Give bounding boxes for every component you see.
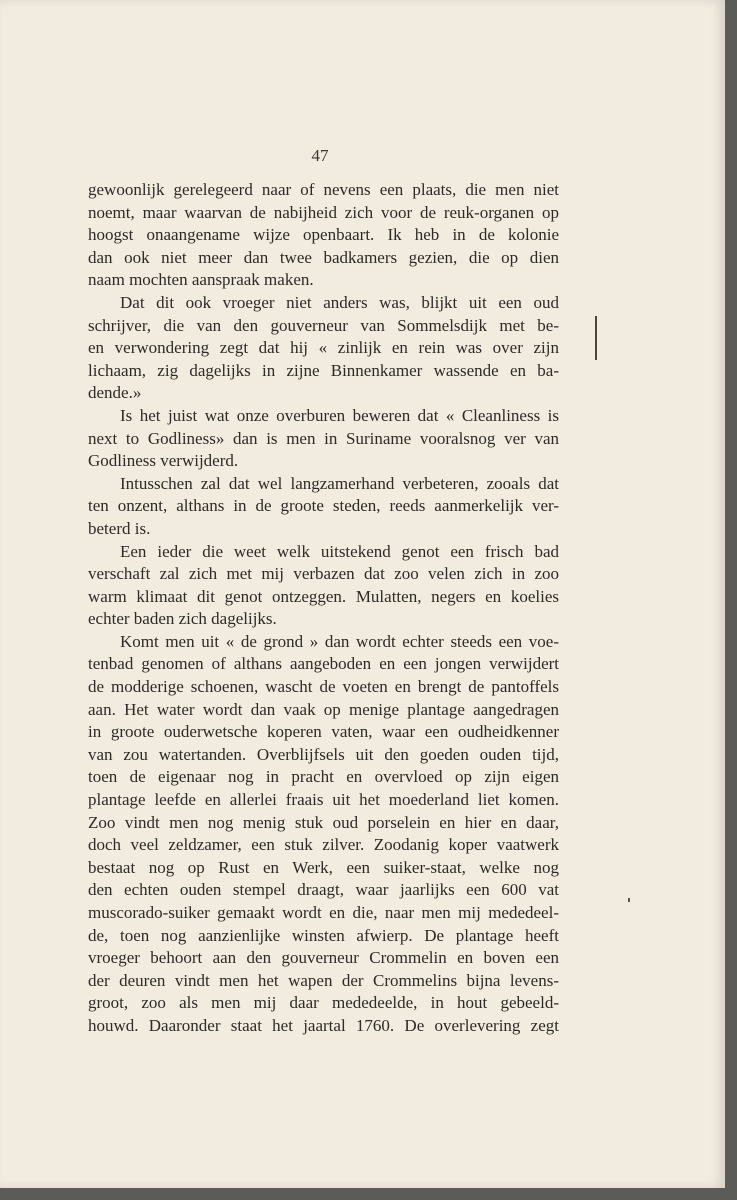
text-line: der deuren vindt men het wapen der Crommelins bijna levens- — [88, 970, 559, 990]
text-line: bestaat nog op Rust en Werk, een suiker-staat, welke nog — [88, 857, 559, 877]
text-line: lichaam, zig dagelijks in zijne Binnenkamer wassende en ba- — [88, 360, 559, 380]
text-line: vroeger behoort aan den gouverneur Crommelin en boven een — [88, 948, 559, 968]
text-line: Komt men uit « de grond » dan wordt echter steeds een voe- — [120, 631, 559, 651]
margin-dot-mark — [628, 898, 630, 902]
text-line: Is het juist wat onze overburen beweren dat « Cleanliness is — [120, 405, 559, 425]
text-line: dan ook niet meer dan twee badkamers gezien, die op dien — [88, 247, 559, 267]
text-line: tenbad genomen of althans aangeboden en een jongen verwijdert — [88, 654, 559, 674]
text-line: hoogst onaangename wijze openbaart. Ik heb in de kolonie — [88, 225, 559, 245]
margin-pencil-mark — [595, 316, 597, 360]
text-line: muscorado-suiker gemaakt wordt en die, naar men mij mededeel- — [88, 903, 559, 922]
text-line: Intusschen zal dat wel langzamerhand verbeteren, zooals dat — [120, 473, 559, 493]
text-line: in groote ouderwetsche koperen vaten, waar een oudheidkenner — [88, 722, 559, 742]
text-line: naam mochten aanspraak maken. — [88, 270, 314, 290]
text-line: doch veel zeldzamer, een stuk zilver. Zoodanig koper vaatwerk — [88, 835, 559, 855]
text-line: dende.» — [88, 383, 142, 403]
text-line: noemt, maar waarvan de nabijheid zich voor de reuk-organen op — [88, 202, 559, 222]
text-line: de modderige schoenen, wascht de voeten en brengt de pantoffels — [88, 677, 559, 697]
text-line: Godliness verwijderd. — [88, 451, 239, 471]
text-line: houwd. Daaronder staat het jaartal 1760. De overlevering zegt — [88, 1015, 559, 1035]
text-line: schrijver, die van den gouverneur van Sommelsdijk met be- — [88, 315, 559, 335]
text-line: echter baden zich dagelijks. — [88, 609, 277, 629]
text-line: groot, zoo als men mij daar mededeelde, in hout gebeeld- — [88, 993, 559, 1013]
text-line: en verwondering zegt dat hij « zinlijk en rein was over zijn — [88, 338, 559, 358]
text-line: den echten ouden stempel draagt, waar jaarlijks een 600 vat — [88, 880, 559, 900]
text-line: warm klimaat dit genot ontzeggen. Mulatten, negers en koelies — [88, 586, 559, 606]
text-line: verschaft zal zich met mij verbazen dat zoo velen zich in zoo — [88, 564, 559, 584]
text-line: Dat dit ook vroeger niet anders was, blijkt uit een oud — [120, 292, 559, 312]
text-line: Een ieder die weet welk uitstekend genot een frisch bad — [120, 541, 559, 561]
text-line: ten onzent, althans in de groote steden, reeds aanmerkelijk ver- — [88, 496, 559, 516]
page-number: 47 — [311, 146, 329, 165]
text-line: de, toen nog aanzienlijke winsten afwierp. De plantage heeft — [88, 925, 559, 945]
text-line: plantage leefde en allerlei fraais uit het moederland liet komen. — [88, 790, 559, 810]
text-line: van zou watertanden. Overblijfsels uit den goeden ouden tijd, — [88, 744, 559, 764]
text-line: next to Godliness» dan is men in Suriname vooralsnog ver van — [88, 428, 559, 448]
text-line: gewoonlijk gerelegeerd naar of nevens een plaats, die men niet — [88, 180, 559, 199]
text-line: beterd is. — [88, 518, 151, 538]
body-text — [88, 179, 559, 1038]
text-line: Zoo vindt men nog menig stuk oud porselein en hier en daar, — [88, 812, 559, 832]
text-line: toen de eigenaar nog in pracht en overvloed op zijn eigen — [88, 767, 559, 787]
text-line: aan. Het water wordt dan vaak op menige plantage aangedragen — [88, 699, 559, 719]
